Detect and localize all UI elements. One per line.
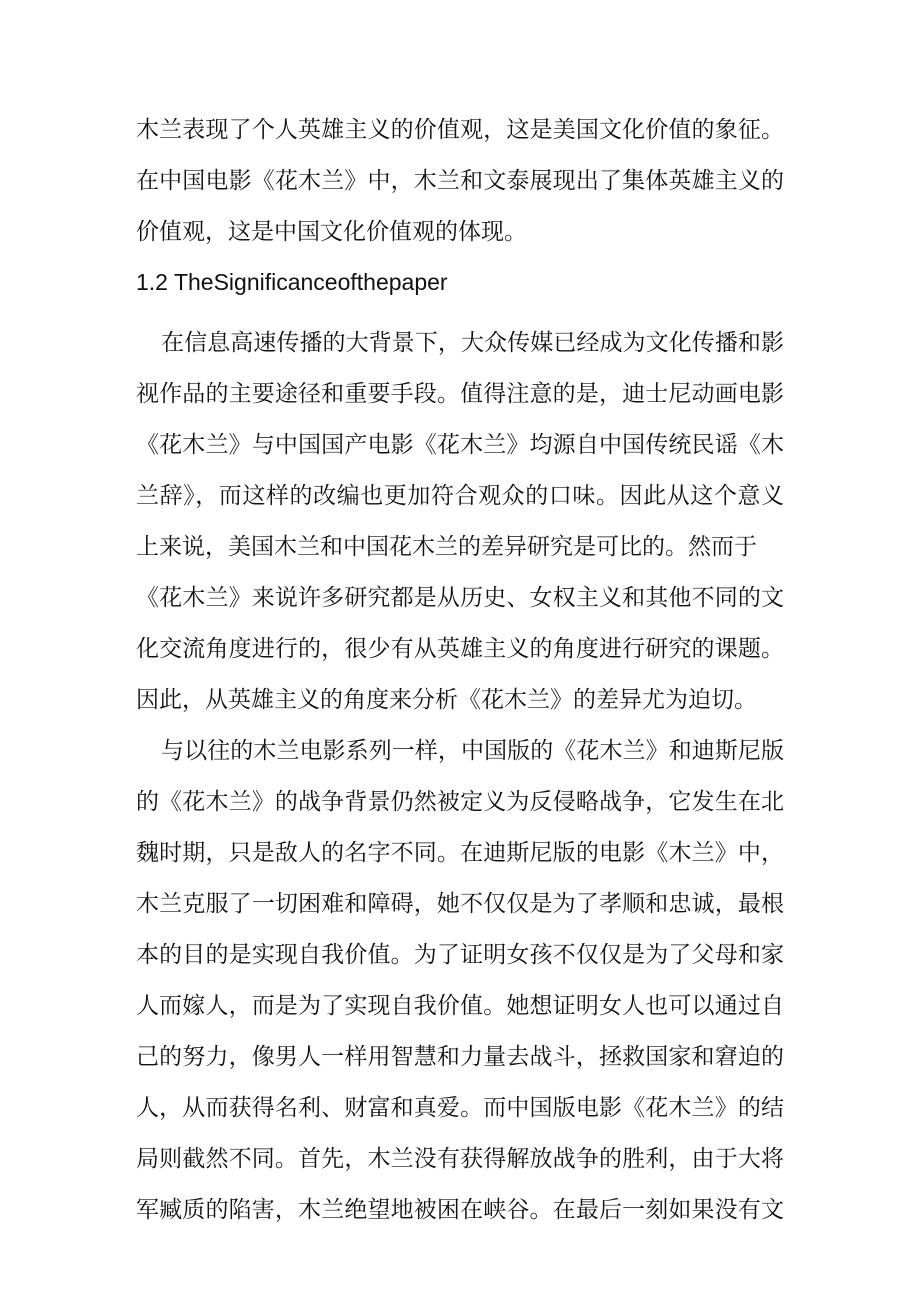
text-line: 己的努力，像男人一样用智慧和力量去战斗，拯救国家和窘迫的 <box>136 1044 784 1070</box>
text-line: 木兰表现了个人英雄主义的价值观，这是美国文化价值的象征。 <box>136 117 784 143</box>
text-line: 本的目的是实现自我价值。为了证明女孩不仅仅是为了父母和家 <box>136 942 784 968</box>
text-line: 兰辞》，而这样的改编也更加符合观众的口味。因此从这个意义 <box>136 483 784 509</box>
text-line: 《花木兰》与中国国产电影《花木兰》均源自中国传统民谣《木 <box>136 432 784 458</box>
text-line: 军臧质的陷害，木兰绝望地被困在峡谷。在最后一刻如果没有文 <box>136 1197 784 1223</box>
text-line: 视作品的主要途径和重要手段。值得注意的是，迪士尼动画电影 <box>136 381 784 407</box>
text-line: 价值观，这是中国文化价值观的体现。 <box>136 219 527 245</box>
paragraph-top <box>136 105 784 258</box>
text-line: 在中国电影《花木兰》中，木兰和文泰展现出了集体英雄主义的 <box>136 168 784 194</box>
paragraph-significance <box>136 318 784 1236</box>
section-heading: 1.2 TheSignificanceofthepaper <box>136 269 448 295</box>
text-line: 人而嫁人，而是为了实现自我价值。她想证明女人也可以通过自 <box>136 993 784 1019</box>
text-line: 人，从而获得名利、财富和真爱。而中国版电影《花木兰》的结 <box>136 1095 784 1121</box>
text-line: 因此，从英雄主义的角度来分析《花木兰》的差异尤为迫切。 <box>136 687 757 713</box>
text-line: 上来说，美国木兰和中国花木兰的差异研究是可比的。然而于 <box>136 534 757 560</box>
text-line: 的《花木兰》的战争背景仍然被定义为反侵略战争，它发生在北 <box>136 789 784 815</box>
text-line: 魏时期，只是敌人的名字不同。在迪斯尼版的电影《木兰》中， <box>136 840 784 866</box>
text-line: 化交流角度进行的，很少有从英雄主义的角度进行研究的课题。 <box>136 636 784 662</box>
text-line: 局则截然不同。首先，木兰没有获得解放战争的胜利，由于大将 <box>136 1146 784 1172</box>
text-line: 在信息高速传播的大背景下，大众传媒已经成为文化传播和影 <box>161 330 784 356</box>
text-line: 与以往的木兰电影系列一样，中国版的《花木兰》和迪斯尼版 <box>161 738 784 764</box>
text-line: 木兰克服了一切困难和障碍，她不仅仅是为了孝顺和忠诚，最根 <box>136 891 784 917</box>
text-line: 《花木兰》来说许多研究都是从历史、女权主义和其他不同的文 <box>136 585 784 611</box>
